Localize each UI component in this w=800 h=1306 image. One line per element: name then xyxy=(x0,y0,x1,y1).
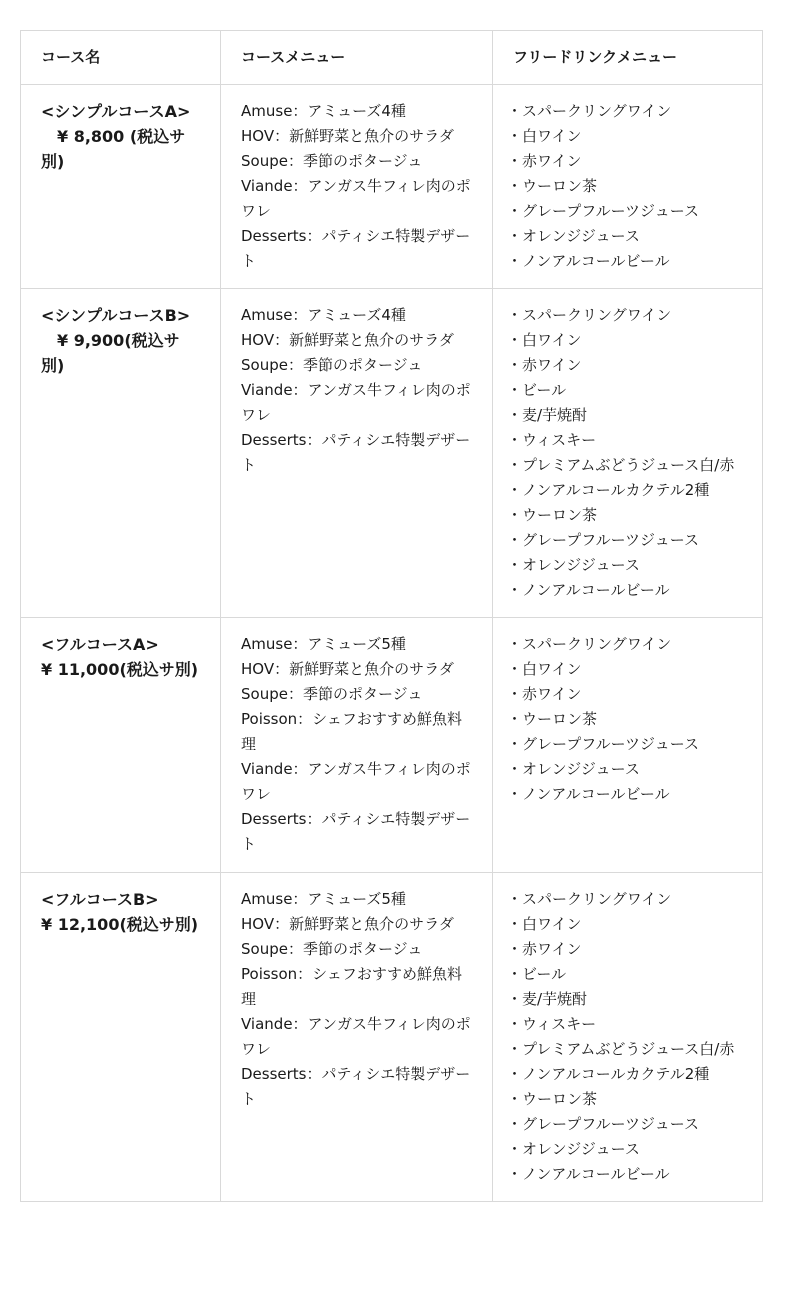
drink-item: ・プレミアムぶどうジュース白/赤 xyxy=(507,1040,735,1058)
menu-item: Viande：アンガス牛フィレ肉のポワレ xyxy=(241,760,471,803)
header-course-name: コース名 xyxy=(21,31,221,85)
drink-item: ・白ワイン xyxy=(507,127,582,145)
menu-item: Soupe：季節のポタージュ xyxy=(241,940,423,958)
menu-item: Desserts：パティシエ特製デザート xyxy=(241,431,471,474)
header-row xyxy=(21,31,763,85)
drink-item: ・白ワイン xyxy=(507,660,582,678)
header-course-menu: コースメニュー xyxy=(221,31,493,85)
drink-item: ・ウィスキー xyxy=(507,1015,597,1033)
drink-list xyxy=(507,887,742,1187)
drink-item: ・ビール xyxy=(507,381,567,399)
menu-item: Desserts：パティシエ特製デザート xyxy=(241,1065,471,1108)
course-title: <フルコースA> xyxy=(41,635,159,654)
drink-list xyxy=(507,99,742,274)
header-drink-menu: フリードリンクメニュー xyxy=(493,31,763,85)
drink-menu-cell xyxy=(493,289,763,618)
table-row xyxy=(21,85,763,289)
menu-item: Poisson：シェフおすすめ鮮魚料理 xyxy=(241,965,463,1008)
drink-item: ・白ワイン xyxy=(507,915,582,933)
course-name-cell xyxy=(21,618,221,873)
course-name-cell xyxy=(21,873,221,1202)
menu-item: HOV：新鮮野菜と魚介のサラダ xyxy=(241,331,454,349)
menu-item: HOV：新鮮野菜と魚介のサラダ xyxy=(241,915,454,933)
menu-item: Desserts：パティシエ特製デザート xyxy=(241,227,471,270)
course-table xyxy=(20,30,763,1202)
course-price: ¥ 8,800 (税込サ別) xyxy=(41,127,186,171)
drink-menu-cell xyxy=(493,85,763,289)
drink-item: ・オレンジジュース xyxy=(507,760,640,778)
drink-list xyxy=(507,303,742,603)
drink-item: ・ノンアルコールカクテル2種 xyxy=(507,1065,710,1083)
course-name-cell xyxy=(21,85,221,289)
drink-item: ・赤ワイン xyxy=(507,152,582,170)
drink-item: ・オレンジジュース xyxy=(507,1140,640,1158)
drink-item: ・麦/芋焼酎 xyxy=(507,406,588,424)
drink-item: ・オレンジジュース xyxy=(507,556,640,574)
drink-item: ・スパークリングワイン xyxy=(507,890,672,908)
menu-item: Soupe：季節のポタージュ xyxy=(241,356,423,374)
menu-item: Amuse：アミューズ4種 xyxy=(241,102,406,120)
course-menu-cell xyxy=(221,289,493,618)
drink-item: ・グレープフルーツジュース xyxy=(507,531,700,549)
table-body xyxy=(21,85,763,1202)
menu-item: Soupe：季節のポタージュ xyxy=(241,152,423,170)
drink-item: ・ノンアルコールビール xyxy=(507,785,670,803)
table-row xyxy=(21,873,763,1202)
drink-item: ・オレンジジュース xyxy=(507,227,640,245)
menu-item: Viande：アンガス牛フィレ肉のポワレ xyxy=(241,381,471,424)
drink-item: ・赤ワイン xyxy=(507,940,582,958)
menu-item: Amuse：アミューズ5種 xyxy=(241,635,406,653)
menu-item: Amuse：アミューズ5種 xyxy=(241,890,406,908)
drink-item: ・ウーロン茶 xyxy=(507,1090,598,1108)
drink-item: ・ウーロン茶 xyxy=(507,710,598,728)
drink-item: ・ウィスキー xyxy=(507,431,597,449)
menu-item: HOV：新鮮野菜と魚介のサラダ xyxy=(241,127,454,145)
table-header xyxy=(21,31,763,85)
drink-item: ・グレープフルーツジュース xyxy=(507,202,700,220)
table-row xyxy=(21,289,763,618)
drink-item: ・グレープフルーツジュース xyxy=(507,735,700,753)
course-menu-cell xyxy=(221,618,493,873)
drink-item: ・赤ワイン xyxy=(507,356,582,374)
course-menu-cell xyxy=(221,873,493,1202)
course-price: ¥ 12,100(税込サ別) xyxy=(41,915,199,934)
drink-item: ・グレープフルーツジュース xyxy=(507,1115,700,1133)
drink-item: ・ノンアルコールカクテル2種 xyxy=(507,481,710,499)
menu-item: HOV：新鮮野菜と魚介のサラダ xyxy=(241,660,454,678)
drink-item: ・赤ワイン xyxy=(507,685,582,703)
drink-menu-cell xyxy=(493,873,763,1202)
drink-menu-cell xyxy=(493,618,763,873)
drink-item: ・ウーロン茶 xyxy=(507,177,598,195)
drink-item: ・スパークリングワイン xyxy=(507,102,672,120)
menu-item: Viande：アンガス牛フィレ肉のポワレ xyxy=(241,177,471,220)
course-menu-cell xyxy=(221,85,493,289)
drink-item: ・白ワイン xyxy=(507,331,582,349)
drink-item: ・麦/芋焼酎 xyxy=(507,990,588,1008)
drink-item: ・ウーロン茶 xyxy=(507,506,598,524)
drink-item: ・スパークリングワイン xyxy=(507,306,672,324)
table-row xyxy=(21,618,763,873)
drink-item: ・ビール xyxy=(507,965,567,983)
course-title: <フルコースB> xyxy=(41,890,159,909)
menu-item: Amuse：アミューズ4種 xyxy=(241,306,406,324)
menu-item: Soupe：季節のポタージュ xyxy=(241,685,423,703)
course-title: <シンプルコースB> xyxy=(41,306,191,325)
drink-list xyxy=(507,632,742,807)
drink-item: ・プレミアムぶどうジュース白/赤 xyxy=(507,456,735,474)
course-name-cell xyxy=(21,289,221,618)
drink-item: ・ノンアルコールビール xyxy=(507,1165,670,1183)
drink-item: ・スパークリングワイン xyxy=(507,635,672,653)
menu-item: Poisson：シェフおすすめ鮮魚料理 xyxy=(241,710,463,753)
drink-item: ・ノンアルコールビール xyxy=(507,252,670,270)
course-price: ¥ 9,900(税込サ別) xyxy=(41,331,180,375)
menu-item: Viande：アンガス牛フィレ肉のポワレ xyxy=(241,1015,471,1058)
menu-item: Desserts：パティシエ特製デザート xyxy=(241,810,471,853)
course-price: ¥ 11,000(税込サ別) xyxy=(41,660,199,679)
course-title: <シンプルコースA> xyxy=(41,102,191,121)
drink-item: ・ノンアルコールビール xyxy=(507,581,670,599)
